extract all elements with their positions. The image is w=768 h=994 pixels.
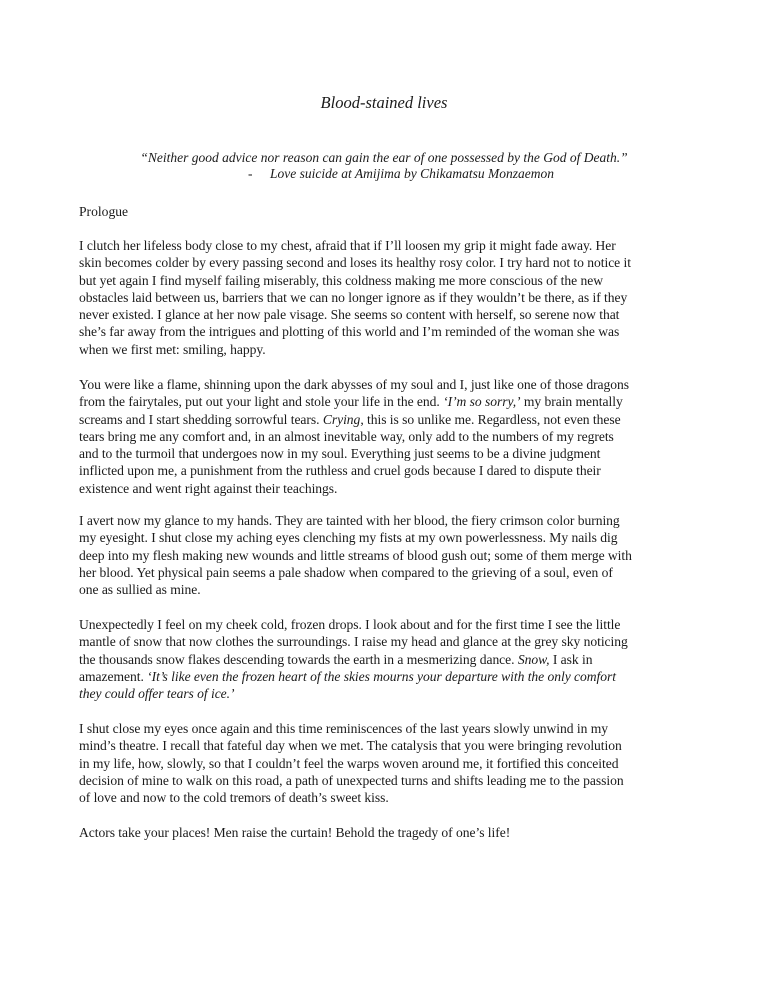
paragraph-line: I shut close my eyes once again and this time reminiscences of the last years slowly unwind in my — [79, 721, 608, 736]
paragraph-1 — [79, 237, 699, 358]
paragraph-line: inflicted upon me, a punishment from the ruthless and cruel gods because I dared to dispute their — [79, 463, 601, 479]
paragraph-line: she’s far away from the intrigues and plotting of this world and I’m reminded of the woman she was — [79, 324, 620, 340]
paragraph-line: in my life, how, slowly, so that I couldn’t feel the warps woven around me, it fortified this conceited — [79, 755, 619, 771]
paragraph-line: deep into my flesh making new wounds and little streams of blood gush out; some of them merge with — [79, 547, 632, 563]
paragraph-line: mind’s theatre. I recall that fateful day when we met. The catalysis that you were bringing revolution — [79, 738, 622, 754]
paragraph-line: and to the turmoil that undergoes now in my soul. Everything just seems to be a divine judgment — [79, 446, 601, 462]
italic-quote: ‘It’s like even the frozen heart of the skies mourns your departure with the only comfort — [147, 668, 616, 684]
paragraph-line: when we first met: smiling, happy. — [79, 341, 266, 357]
italic-quote: ‘I’m so sorry,’ — [443, 394, 521, 410]
paragraph-line: of love and now to the cold tremors of death’s sweet kiss. — [79, 790, 389, 806]
paragraph-line: but yet again I find myself failing miserably, this coldness making me more conscious of the new — [79, 272, 603, 288]
paragraph-line: tears bring me any comfort and, in an almost inevitable way, only add to the numbers of my regrets — [79, 428, 614, 444]
paragraph-2 — [79, 376, 699, 497]
paragraph-line: my eyesight. I shut close my aching eyes clenching my fists at my own powerlessness. My nails dig — [79, 530, 618, 546]
paragraph-line: existence and went right against their teachings. — [79, 480, 338, 496]
section-heading: Prologue — [79, 204, 129, 219]
attribution-text: Love suicide at Amijima by Chikamatsu Monzaemon — [270, 166, 554, 181]
paragraph-line: I avert now my glance to my hands. They are tainted with her blood, the fiery crimson color burning — [79, 513, 620, 528]
paragraph-5 — [79, 720, 699, 806]
text-run: the thousands snow flakes descending towards the earth in a mesmerizing dance. — [79, 651, 518, 667]
text-run: , this is so unlike me. Regardless, not even these — [360, 411, 621, 427]
paragraph-line: her blood. Yet physical pain seems a pale shadow when compared to the grieving of a soul, even of — [79, 564, 613, 580]
text-run: screams and I start shedding sorrowful tears. — [79, 411, 323, 427]
paragraph-line: mantle of snow that now clothes the surroundings. I raise my head and glance at the grey sky noticing — [79, 634, 628, 650]
paragraph-line: one as sullied as mine. — [79, 582, 201, 598]
paragraph-line: Unexpectedly I feel on my cheek cold, frozen drops. I look about and for the first time I see the little — [79, 617, 621, 632]
text-run: I ask in — [549, 651, 593, 667]
paragraph-line — [79, 668, 699, 685]
paragraph-6 — [79, 824, 699, 841]
epigraph-attribution — [248, 166, 668, 182]
paragraph-line — [79, 651, 699, 668]
italic-word: Crying — [322, 411, 361, 427]
text-run: from the fairytales, put out your light and stole your life in the end. — [79, 394, 444, 410]
paragraph-line: never existed. I glance at her now pale visage. She seems so content with herself, so serene now that — [79, 307, 620, 323]
text-run: my brain mentally — [520, 394, 623, 410]
paragraph-line: You were like a flame, shinning upon the dark abysses of my soul and I, just like one of those dragons — [79, 377, 630, 392]
paragraph-line: decision of mine to walk on this road, a path of unexpected turns and shifts leading me to the passion — [79, 772, 624, 788]
paragraph-line: obstacles laid between us, barriers that we can no longer ignore as if they wouldn’t be there, as if they — [79, 289, 628, 305]
attribution-dash: - — [248, 166, 253, 181]
italic-word: Snow, — [517, 651, 550, 667]
paragraph-line: Actors take your places! Men raise the curtain! Behold the tragedy of one’s life! — [79, 825, 511, 840]
paragraph-line: I clutch her lifeless body close to my chest, afraid that if I’ll loosen my grip it might fade away. Her — [79, 238, 616, 253]
document-title: Blood-stained lives — [320, 93, 448, 112]
paragraph-line — [79, 393, 699, 410]
paragraph-line: they could offer tears of ice.’ — [79, 686, 235, 702]
paragraph-line — [79, 411, 699, 428]
text-run: amazement. — [79, 668, 148, 684]
paragraph-4 — [79, 616, 699, 702]
epigraph-quote: “Neither good advice nor reason can gain the ear of one possessed by the God of Death.” — [140, 150, 628, 165]
paragraph-3 — [79, 512, 699, 598]
paragraph-line: skin becomes colder by every passing second and loses its healthy rosy color. I try hard not to notice it — [79, 255, 631, 271]
